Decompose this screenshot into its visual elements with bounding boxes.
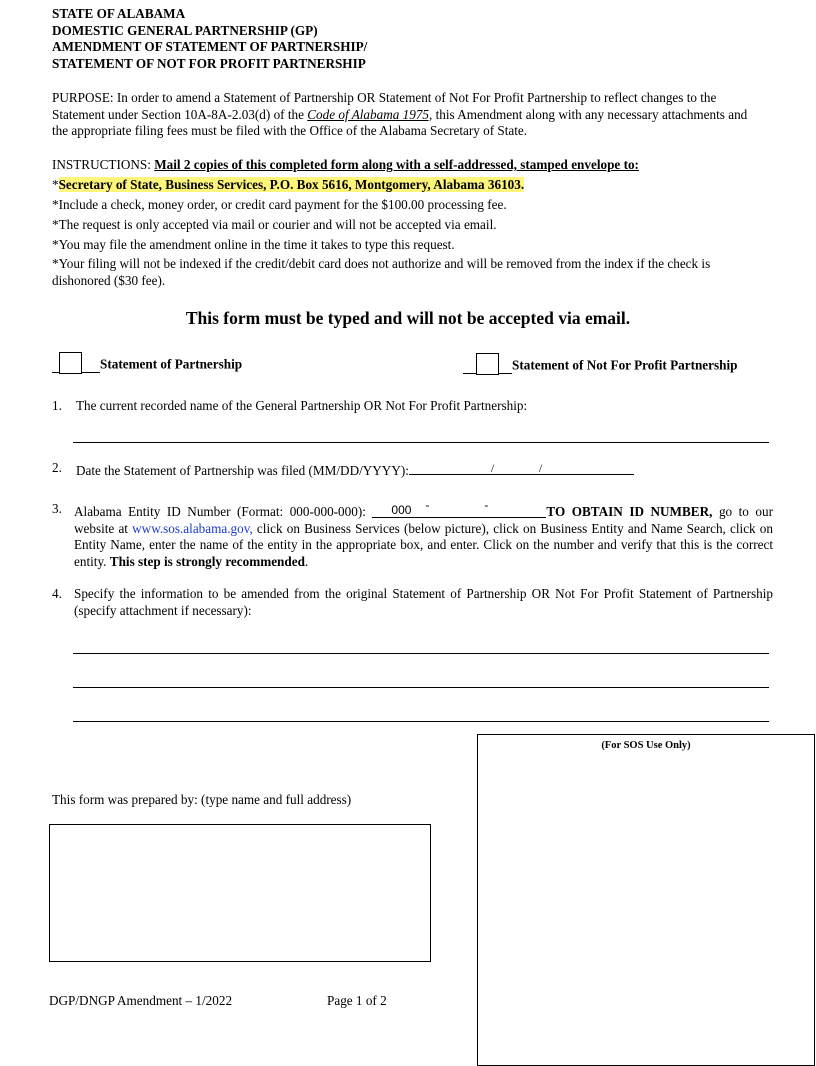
blank-line: [52, 371, 59, 373]
form-id-footer: DGP/DNGP Amendment – 1/2022: [49, 993, 233, 1008]
id-dash: -: [425, 498, 430, 512]
sos-use-only-label: (For SOS Use Only): [601, 740, 691, 751]
purpose-suffix: this Amendment along with any necessary attachments and the appropriate filing fees must be filed with the Office of the Alabama Secretary of State.: [52, 106, 748, 138]
not-for-profit-checkbox[interactable]: [476, 353, 499, 375]
blank-line: [463, 372, 476, 374]
prepared-by-field[interactable]: [49, 824, 431, 962]
mailing-address-line: [52, 177, 764, 194]
instructions-part1: go to our website at: [74, 504, 774, 536]
question-number: 2.: [52, 460, 62, 475]
statement-of-partnership-checkbox[interactable]: [59, 352, 82, 374]
sos-website-link[interactable]: www.sos.alabama.gov,: [132, 520, 253, 536]
date-slash: /: [490, 461, 495, 475]
mailing-address: Secretary of State, Business Services, P.O. Box 5616, Montgomery, Alabama 36103.: [58, 176, 525, 192]
header-not-for-profit-title: STATEMENT OF NOT FOR PROFIT PARTNERSHIP: [52, 55, 366, 71]
typed-notice: This form must be typed and will not be accepted via email.: [185, 308, 631, 328]
purpose-paragraph: [52, 90, 764, 140]
not-for-profit-label: Statement of Not For Profit Partnership: [512, 357, 738, 373]
form-header: [52, 6, 367, 72]
not-for-profit-option[interactable]: [463, 353, 737, 374]
header-amendment-title: AMENDMENT OF STATEMENT OF PARTNERSHIP/: [52, 39, 368, 54]
question-3: [52, 498, 774, 570]
instruction-bullet: *Include a check, money order, or credit card payment for the $100.00 processing fee.: [52, 196, 507, 212]
sos-use-only-box: [477, 734, 815, 1066]
blank-line: [82, 371, 100, 373]
amendment-info-line-2[interactable]: [73, 687, 769, 688]
question-1: [52, 398, 773, 415]
entity-id-prefix: Alabama Entity ID Number (Format: 000-000-000):: [74, 504, 373, 519]
prepared-by-label: This form was prepared by: (type name and full address): [52, 792, 352, 807]
question-2: [52, 460, 773, 480]
mail-instruction: Mail 2 copies of this completed form along with a self-addressed, stamped envelope to:: [154, 157, 639, 172]
question-4: [52, 586, 773, 619]
statement-of-partnership-option[interactable]: [52, 352, 242, 373]
obtain-id-heading: TO OBTAIN ID NUMBER,: [546, 504, 713, 519]
date-slash: /: [538, 461, 543, 475]
purpose-prefix: PURPOSE: In order to amend a Statement of Partnership OR Statement of Not For Profit Partnership to reflect changes to the Statement under Section 10A-8A-2.03(d) of the: [52, 90, 717, 122]
question-text: The current recorded name of the General Partnership OR Not For Profit Partnership:: [76, 398, 528, 413]
amendment-info-line-3[interactable]: [73, 721, 769, 722]
instruction-bullet: *You may file the amendment online in the time it takes to type this request.: [52, 236, 455, 252]
instructions-label: INSTRUCTIONS:: [52, 157, 155, 172]
instructions-part2: click on Business Services (below picture), click on Business Entity and Name Search, click on Entity Name, enter the name of the entity in the appropriate box, and enter. Click on the number and verify that this is the correct entity.: [74, 520, 773, 569]
page-number: Page 1 of 2: [327, 993, 387, 1008]
question-number: 1.: [52, 398, 62, 413]
instructions-block: [52, 157, 764, 293]
strongly-recommended: This step is strongly recommended: [109, 553, 305, 569]
entity-id-field[interactable]: [372, 498, 546, 518]
instruction-bullet: *The request is only accepted via mail or courier and will not be accepted via email.: [52, 216, 497, 232]
instructions-heading: [52, 157, 764, 174]
blank-line: [499, 372, 512, 374]
header-partnership-type: DOMESTIC GENERAL PARTNERSHIP (GP): [52, 22, 318, 38]
amendment-info-line-1[interactable]: [73, 653, 769, 654]
asterisk: *: [52, 176, 59, 192]
entity-id-value: 000: [391, 503, 412, 517]
question-number: 3.: [52, 501, 62, 516]
code-reference: Code of Alabama 1975,: [307, 106, 433, 122]
filing-date-field[interactable]: [409, 460, 634, 475]
id-dash: -: [484, 498, 489, 512]
question-text: Specify the information to be amended from the original Statement of Partnership OR Not For Profit Statement of Partnership (specify attachment if necessary):: [74, 586, 773, 618]
question-text: Date the Statement of Partnership was filed (MM/DD/YYYY):: [76, 463, 409, 478]
instruction-bullet: *Your filing will not be indexed if the credit/debit card does not authorize and will be removed from the index if the check is dishonored ($30 fee).: [52, 256, 711, 288]
question-number: 4.: [52, 586, 62, 601]
partnership-name-field[interactable]: [73, 442, 769, 443]
header-state: STATE OF ALABAMA: [52, 6, 186, 21]
statement-of-partnership-label: Statement of Partnership: [100, 356, 243, 372]
period: .: [304, 553, 309, 569]
